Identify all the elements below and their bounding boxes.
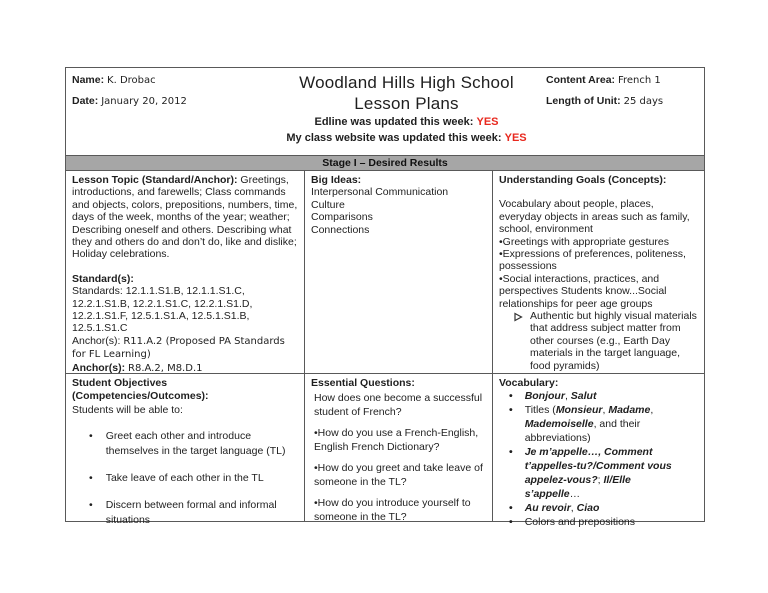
goals-arrow-text: Authentic but highly visual materials that address subject matter from other courses (e.g., Earth Day materials in the target language, food pyramids) <box>530 310 697 372</box>
anchor2-label: Anchor(s): <box>72 361 126 374</box>
header-right <box>546 72 698 155</box>
vocabulary-item <box>509 389 698 403</box>
vocabulary-item <box>509 501 698 515</box>
questions-label: Essential Questions: <box>311 377 415 389</box>
objectives-intro: Students will be able to: <box>72 404 183 416</box>
website-status <box>267 132 546 146</box>
content-area-value: French 1 <box>617 75 661 86</box>
goals-bullet-line: •Greetings with appropriate gestures <box>499 235 670 248</box>
bullet-icon: • <box>89 430 93 442</box>
question-item: •How do you use a French-English, English French Dictionary? <box>314 427 479 454</box>
vocabulary-item <box>509 403 698 445</box>
objective-text: Take leave of each other in the TL <box>105 472 264 484</box>
page-title: Woodland Hills High School <box>299 73 514 92</box>
anchor1-label: Anchor(s): <box>72 334 121 347</box>
goals-bullet-line: •Expressions of preferences, politeness, possessions <box>499 248 686 273</box>
goals-paragraph: Vocabulary about people, places, everyday objects in areas such as family, school, environment <box>499 198 690 236</box>
bullet-icon: • <box>509 404 513 417</box>
date-value: January 20, 2012 <box>101 96 187 107</box>
goals-label: Understanding Goals (Concepts): <box>499 174 667 186</box>
website-label: My class website was updated this week: <box>286 131 502 144</box>
vocabulary-label: Vocabulary: <box>499 377 559 389</box>
objective-text: Discern between formal and informal situations <box>105 499 277 526</box>
vocabulary-cell <box>493 374 704 529</box>
vocabulary-text: Colors and prepositions <box>524 516 635 529</box>
student-objectives-cell <box>66 374 305 526</box>
unit-length <box>546 95 698 107</box>
vocabulary-text: Bonjour, Salut <box>524 390 597 403</box>
understanding-goals-cell <box>493 171 704 373</box>
objectives-row <box>66 373 704 529</box>
teacher-name <box>72 74 267 86</box>
content-area <box>546 74 698 86</box>
desired-results-row <box>66 171 704 373</box>
vocabulary-text: Titles (Monsieur, Madame, Mademoiselle, and their abbreviations) <box>524 404 654 445</box>
name-label: Name: <box>72 74 105 86</box>
essential-questions-cell <box>305 374 493 524</box>
lesson-topic-cell <box>66 171 305 373</box>
standards-label: Standard(s): <box>72 272 134 285</box>
big-ideas-label: Big Ideas: <box>311 174 362 186</box>
header-center <box>267 72 546 155</box>
unit-length-value: 25 days <box>623 96 664 107</box>
bullet-icon: • <box>509 516 513 529</box>
lesson-topic-text: Greetings, introductions, and farewells; Class commands and objects, colors, prepositions, numbers, time, days of the week, months of the year; weather; Describing oneself and others. Describing what they and others do and don’t do, like and dislike; Holiday celebrations. <box>72 174 298 261</box>
lesson-topic-label: Lesson Topic (Standard/Anchor): <box>72 174 238 186</box>
bullet-icon: • <box>509 446 513 459</box>
objective-item <box>89 429 298 459</box>
spacer <box>499 186 698 198</box>
question-item: •How do you introduce yourself to someone in the TL? <box>314 497 471 524</box>
standards-line: Standards: 12.1.1.S1.B, 12.1.1.S1.C, 12.2.1.S1.B, 12.2.1.S1.C, 12.2.1.S1.D, 12.2.1.S1.F, 12.5.1.S1.A, 12.5.1.S1.B, 12.5.1.S1.C <box>72 285 253 335</box>
header-left <box>72 72 267 155</box>
lesson-plan-table <box>65 67 705 529</box>
objective-item <box>89 498 298 528</box>
spacer <box>72 261 298 273</box>
header-row <box>66 68 704 155</box>
goals-arrow-item <box>499 310 698 372</box>
goals-bullet-line: •Social interactions, practices, and perspectives Students know...Social relationships for peer age groups <box>499 272 667 310</box>
big-ideas-cell <box>305 171 493 373</box>
edline-status <box>267 116 546 130</box>
objectives-label: Student Objectives (Competencies/Outcomes): <box>72 377 209 402</box>
unit-length-label: Length of Unit: <box>546 95 621 107</box>
big-idea-item: Culture <box>311 198 345 211</box>
date-label: Date: <box>72 95 99 107</box>
content-area-label: Content Area: <box>546 74 616 86</box>
vocabulary-text: Au revoir, Ciao <box>524 502 600 515</box>
edline-value: YES <box>476 116 499 128</box>
lesson-topic-paragraph <box>72 174 298 261</box>
question-item: How does one become a successful student of French? <box>314 392 483 419</box>
plan-date <box>72 95 267 107</box>
stage-bar: Stage I – Desired Results <box>66 155 704 171</box>
anchor-line-1 <box>72 335 298 362</box>
vocabulary-text: Je m’appelle…, Comment t’appelles-tu?/Comment vous appelez-vous?; Il/Elle s’appelle… <box>524 446 672 501</box>
website-value: YES <box>504 131 527 144</box>
name-value: K. Drobac <box>107 75 156 86</box>
question-item: •How do you greet and take leave of someone in the TL? <box>314 462 483 489</box>
objective-item <box>89 471 298 486</box>
vocabulary-item <box>509 515 698 529</box>
bullet-icon: • <box>509 502 513 515</box>
big-idea-item: Comparisons <box>311 211 373 224</box>
vocabulary-item <box>509 445 698 501</box>
bullet-icon: • <box>89 499 93 511</box>
page-subtitle: Lesson Plans <box>354 94 459 113</box>
anchor1-value: R11.A.2 (Proposed PA Standards for FL Learning) <box>72 335 285 361</box>
anchor2-value: R8.A.2, M8.D.1 <box>128 362 203 374</box>
big-idea-item: Connections <box>311 223 370 236</box>
objective-text: Greet each other and introduce themselves in the target language (TL) <box>105 430 286 457</box>
bullet-icon: • <box>509 390 513 403</box>
big-idea-item: Interpersonal Communication <box>311 186 449 199</box>
bullet-icon: • <box>89 472 93 484</box>
edline-label: Edline was updated this week: <box>314 116 474 128</box>
arrow-bullet-icon <box>514 312 523 322</box>
